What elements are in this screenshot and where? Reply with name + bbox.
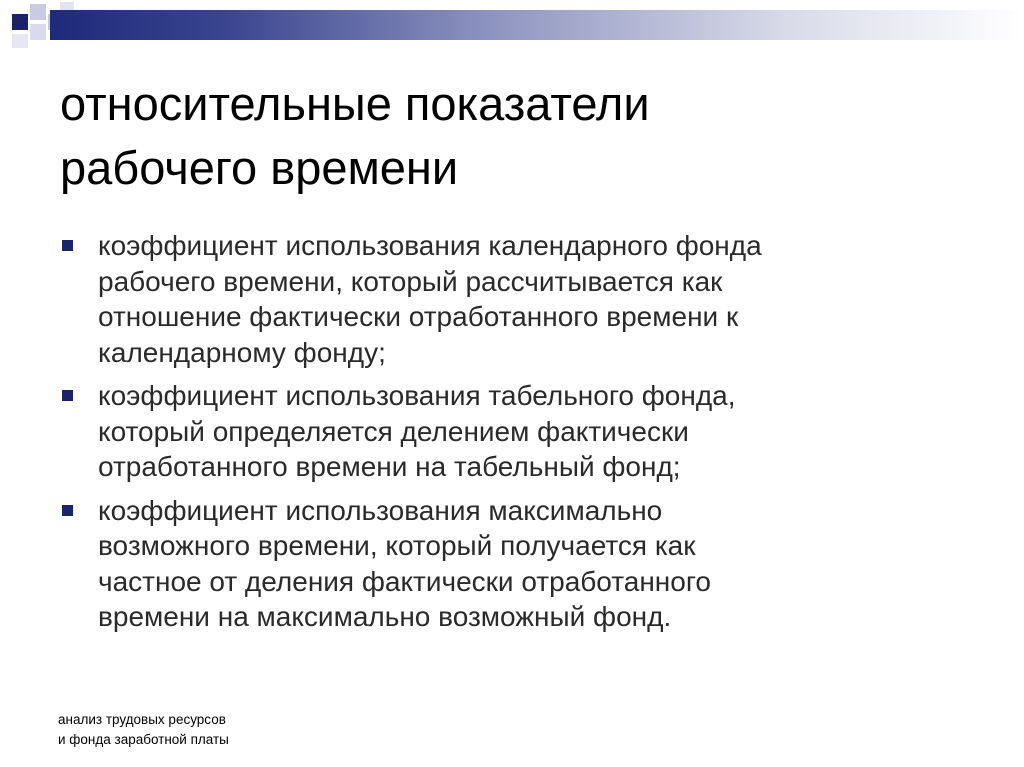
square-bullet-icon — [62, 240, 73, 251]
square-bullet-icon — [62, 505, 73, 516]
bullet-item — [62, 228, 962, 370]
bullet-list — [62, 228, 962, 643]
footer-line-2: и фонда заработной платы — [58, 732, 229, 747]
slide-footer — [58, 710, 229, 750]
title-line-1: относительные показатели — [60, 77, 650, 130]
bullet-line: коэффициент использования календарного фонда — [98, 230, 762, 261]
bullet-line: времени на максимально возможный фонд. — [98, 601, 672, 632]
decorative-top-bar — [50, 10, 1024, 40]
bullet-item — [62, 493, 962, 635]
bullet-line: частное от деления фактически отработанного — [98, 565, 712, 597]
square-bullet-icon — [62, 390, 73, 401]
bullet-line: коэффициент использования максимально — [98, 494, 663, 526]
bullet-line: отработанного времени на табельный фонд; — [98, 451, 681, 482]
bullet-line: коэффициент использования табельного фонда, — [98, 380, 736, 411]
slide-title — [60, 72, 960, 200]
title-line-2: рабочего времени — [60, 141, 459, 194]
bullet-line: календарному фонду; — [98, 336, 386, 368]
footer-line-1: анализ трудовых ресурсов — [58, 712, 226, 727]
bullet-line: возможного времени, который получается как — [98, 530, 696, 561]
bullet-line: рабочего времени, который рассчитывается как — [98, 265, 723, 297]
bullet-line: который определяется делением фактически — [98, 415, 689, 447]
bullet-line: отношение фактически отработанного времени к — [98, 301, 739, 332]
bullet-item — [62, 378, 962, 485]
